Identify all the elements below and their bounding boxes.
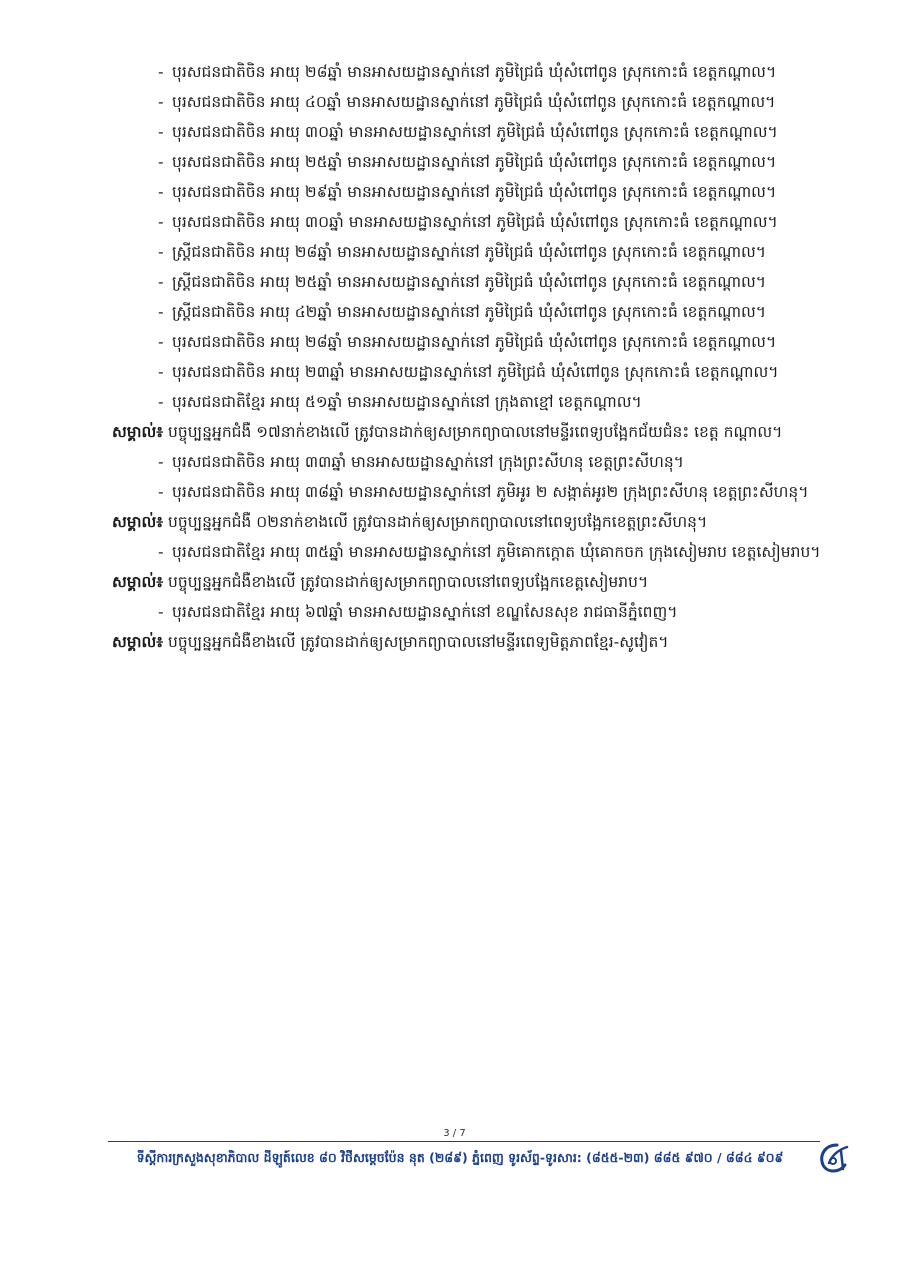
- note-label: សម្គាល់៖: [112, 513, 164, 531]
- case-list-kandal: [112, 58, 824, 417]
- bullet-dash: -: [158, 273, 164, 291]
- case-item: - បុរសជនជាតិចិន អាយុ ៤០ឆ្នាំ មានអាសយដ្ឋានស្នាក់នៅ ភូមិជ្រៃធំ ឃុំសំពៅពូន ស្រុកកោះធំ ខេត្តកណ្តាល។: [112, 88, 824, 117]
- bullet-dash: -: [158, 453, 164, 471]
- case-item: - បុរសជនជាតិចិន អាយុ ២៥ឆ្នាំ មានអាសយដ្ឋានស្នាក់នៅ ភូមិជ្រៃធំ ឃុំសំពៅពូន ស្រុកកោះធំ ខេត្តកណ្តាល។: [112, 148, 824, 177]
- case-item: - បុរសជនជាតិខ្មែរ អាយុ ៥១ឆ្នាំ មានអាសយដ្ឋានស្នាក់នៅ ក្រុងតាខ្មៅ ខេត្តកណ្តាល។: [112, 388, 824, 417]
- case-item: - បុរសជនជាតិចិន អាយុ ៣៣ឆ្នាំ មានអាសយដ្ឋានស្នាក់នៅ ក្រុងព្រះសីហនុ ខេត្តព្រះសីហនុ។: [112, 448, 824, 477]
- case-item: - បុរសជនជាតិខ្មែរ អាយុ ៦៧ឆ្នាំ មានអាសយដ្ឋានស្នាក់នៅ ខណ្ឌសែនសុខ រាជធានីភ្នំពេញ។: [112, 598, 824, 627]
- note-text: បច្ចុប្បន្នអ្នកជំងឺខាងលើ ត្រូវបានដាក់ឲ្យសម្រាកព្យាបាលនៅពេទ្យបង្អែកខេត្តសៀមរាប។: [163, 573, 649, 591]
- bullet-dash: -: [158, 183, 164, 201]
- case-item: - បុរសជនជាតិចិន អាយុ ៣៨ឆ្នាំ មានអាសយដ្ឋានស្នាក់នៅ ភូមិអូរ ២ សង្កាត់អូរ២ ក្រុងព្រះសីហនុ ខេត្តព្រះសីហនុ។: [112, 478, 824, 507]
- note-text: បច្ចុប្បន្នអ្នកជំងឺ ០២នាក់ខាងលើ ត្រូវបានដាក់ឲ្យសម្រាកព្យាបាលនៅពេទ្យបង្អែកខេត្តព្រះសីហនុ។: [163, 513, 708, 531]
- case-item: - បុរសជនជាតិចិន អាយុ ៣០ឆ្នាំ មានអាសយដ្ឋានស្នាក់នៅ ភូមិជ្រៃធំ ឃុំសំពៅពូន ស្រុកកោះធំ ខេត្តកណ្តាល។: [112, 118, 824, 147]
- bullet-dash: -: [158, 603, 164, 621]
- case-item: - ស្រ្តីជនជាតិចិន អាយុ ២៥ឆ្នាំ មានអាសយដ្ឋានស្នាក់នៅ ភូមិជ្រៃធំ ឃុំសំពៅពូន ស្រុកកោះធំ ខេត្តកណ្តាល។: [112, 268, 824, 297]
- note-text: បច្ចុប្បន្នអ្នកជំងឺ ១៧នាក់ខាងលើ ត្រូវបានដាក់ឲ្យសម្រាកព្យាបាលនៅមន្ទីរពេទ្យបង្អែកជ័យជំនះ ខេត្ត កណ្តាល។: [163, 423, 783, 441]
- ministry-logo-icon: [815, 1139, 855, 1177]
- case-list-phnompenh: [112, 598, 824, 627]
- page-number: 3 / 7: [443, 1128, 466, 1139]
- bullet-dash: -: [158, 63, 164, 81]
- case-item: - បុរសជនជាតិខ្មែរ អាយុ ៣៥ឆ្នាំ មានអាសយដ្ឋានស្នាក់នៅ ភូមិគោកក្តោត ឃុំគោកចក ក្រុងសៀមរាប ខេត្តសៀមរាប។: [112, 538, 824, 567]
- bullet-dash: -: [158, 93, 164, 111]
- note-label: សម្គាល់៖: [112, 573, 164, 591]
- bullet-dash: -: [158, 393, 164, 411]
- case-list-sihanouk: [112, 448, 824, 507]
- note-label: សម្គាល់៖: [112, 423, 164, 441]
- case-list-siemreap: [112, 538, 824, 567]
- document-body: [112, 58, 824, 658]
- note-paragraph: [112, 568, 824, 597]
- note-paragraph: [112, 508, 824, 537]
- bullet-dash: -: [158, 363, 164, 381]
- note-label: សម្គាល់៖: [112, 633, 164, 651]
- case-item: - បុរសជនជាតិចិន អាយុ ២៨ឆ្នាំ មានអាសយដ្ឋានស្នាក់នៅ ភូមិជ្រៃធំ ឃុំសំពៅពូន ស្រុកកោះធំ ខេត្តកណ្តាល។: [112, 328, 824, 357]
- case-item: - បុរសជនជាតិចិន អាយុ ២៣ឆ្នាំ មានអាសយដ្ឋានស្នាក់នៅ ភូមិជ្រៃធំ ឃុំសំពៅពូន ស្រុកកោះធំ ខេត្តកណ្តាល។: [112, 358, 824, 387]
- bullet-dash: -: [158, 153, 164, 171]
- case-item: - បុរសជនជាតិចិន អាយុ ២៨ឆ្នាំ មានអាសយដ្ឋានស្នាក់នៅ ភូមិជ្រៃធំ ឃុំសំពៅពូន ស្រុកកោះធំ ខេត្តកណ្តាល។: [112, 58, 824, 87]
- footer-divider: [108, 1141, 820, 1142]
- note-paragraph: [112, 418, 824, 447]
- case-item: - ស្រ្តីជនជាតិចិន អាយុ ២៨ឆ្នាំ មានអាសយដ្ឋានស្នាក់នៅ ភូមិជ្រៃធំ ឃុំសំពៅពូន ស្រុកកោះធំ ខេត្តកណ្តាល។: [112, 238, 824, 267]
- note-text: បច្ចុប្បន្នអ្នកជំងឺខាងលើ ត្រូវបានដាក់ឲ្យសម្រាកព្យាបាលនៅមន្ទីរពេទ្យមិត្តភាពខ្មែរ-សូវៀត។: [163, 633, 669, 651]
- footer-address: ទីស្តីការក្រសួងសុខាភិបាល ដីឡូត៍លេខ ៨០ វិថីសម្តេចប៉ែន នុត (២៨៩) ភ្នំពេញ ទូរស័ព្ទ-ទូរសារ: (៨៥៥-២៣) ៨៨៥ ៩៧០ / ៨៨៤ ៩០៩: [136, 1150, 784, 1165]
- note-paragraph: [112, 628, 824, 657]
- case-item: - ស្រ្តីជនជាតិចិន អាយុ ៤២ឆ្នាំ មានអាសយដ្ឋានស្នាក់នៅ ភូមិជ្រៃធំ ឃុំសំពៅពូន ស្រុកកោះធំ ខេត្តកណ្តាល។: [112, 298, 824, 327]
- bullet-dash: -: [158, 243, 164, 261]
- bullet-dash: -: [158, 483, 164, 501]
- bullet-dash: -: [158, 303, 164, 321]
- case-item: - បុរសជនជាតិចិន អាយុ ៣០ឆ្នាំ មានអាសយដ្ឋានស្នាក់នៅ ភូមិជ្រៃធំ ឃុំសំពៅពូន ស្រុកកោះធំ ខេត្តកណ្តាល។: [112, 208, 824, 237]
- bullet-dash: -: [158, 333, 164, 351]
- case-item: - បុរសជនជាតិចិន អាយុ ២៩ឆ្នាំ មានអាសយដ្ឋានស្នាក់នៅ ភូមិជ្រៃធំ ឃុំសំពៅពូន ស្រុកកោះធំ ខេត្តកណ្តាល។: [112, 178, 824, 207]
- bullet-dash: -: [158, 123, 164, 141]
- bullet-dash: -: [158, 213, 164, 231]
- bullet-dash: -: [158, 543, 164, 561]
